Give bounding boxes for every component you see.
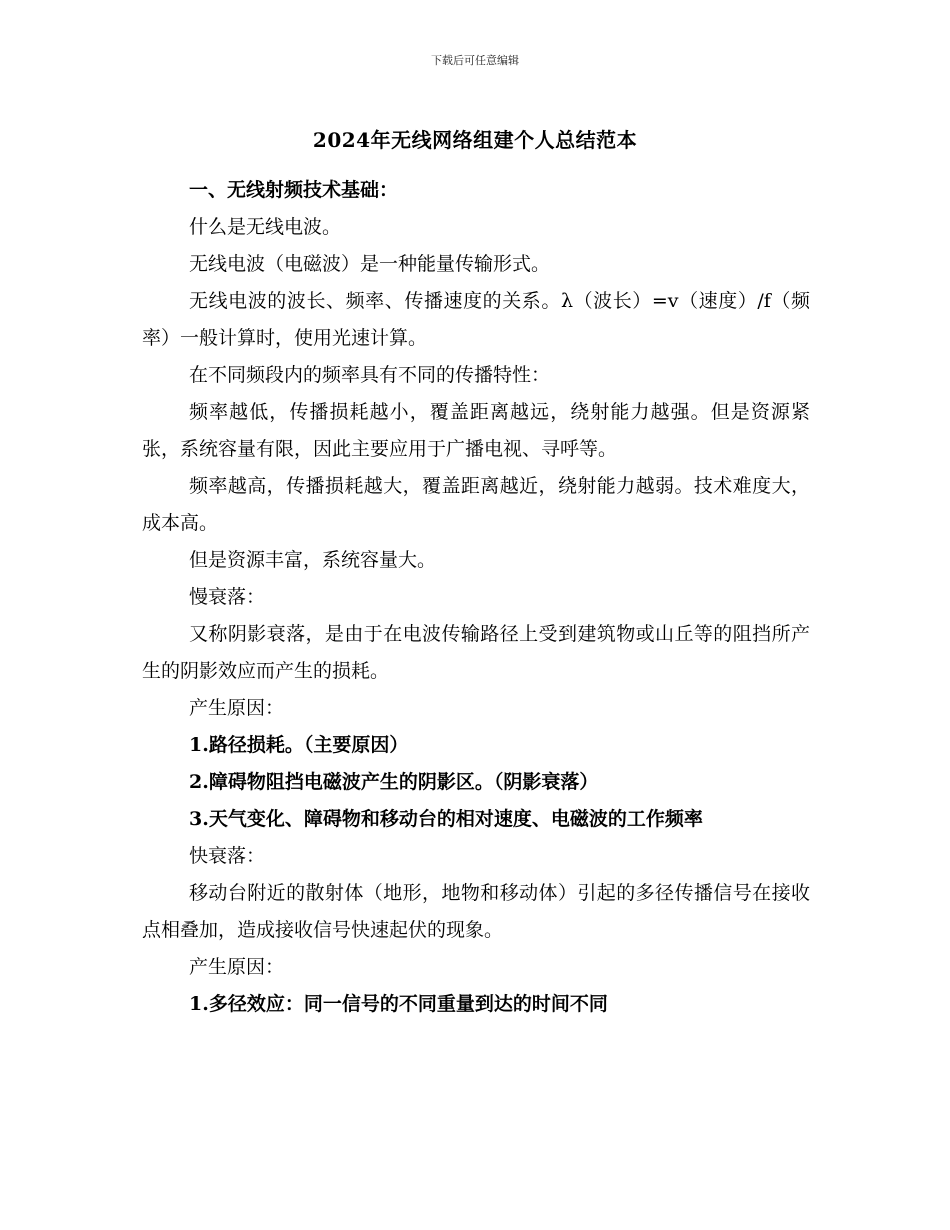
list-item-shadow-area: 2.障碍物阻挡电磁波产生的阴影区。（阴影衰落） <box>189 771 599 793</box>
paragraph-low-frequency: 频率越低，传播损耗越小，覆盖距离越远，绕射能力越强。但是资源紧张，系统容量有限，因此主要应用于广播电视、寻呼等。 <box>142 401 810 460</box>
document-title: 2024年无线网络组建个人总结范本 <box>312 128 638 152</box>
paragraph-causes-heading-2: 产生原因： <box>189 956 285 978</box>
list-item-multipath-effect: 1.多径效应：同一信号的不同重量到达的时间不同 <box>189 993 608 1015</box>
paragraph-high-frequency: 频率越高，传播损耗越大，覆盖距离越近，绕射能力越弱。技术难度大，成本高。 <box>142 475 810 534</box>
paragraph-radio-wave-definition: 无线电波（电磁波）是一种能量传输形式。 <box>189 253 551 275</box>
page-header-note: 下载后可任意编辑 <box>431 54 519 67</box>
paragraph-fast-fading-definition: 移动台附近的散射体（地形，地物和移动体）引起的多径传播信号在接收点相叠加，造成接收信号快速起伏的现象。 <box>142 882 810 941</box>
paragraph-fast-fading-heading: 快衰落： <box>189 845 266 867</box>
paragraph-wavelength-formula: 无线电波的波长、频率、传播速度的关系。λ（波长）=v（速度）/f（频率）一般计算时，使用光速计算。 <box>142 290 810 349</box>
paragraph-band-characteristics: 在不同频段内的频率具有不同的传播特性： <box>189 364 551 386</box>
paragraph-slow-fading-definition: 又称阴影衰落，是由于在电波传输路径上受到建筑物或山丘等的阻挡所产生的阴影效应而产生的损耗。 <box>142 623 810 682</box>
list-item-weather-speed-frequency: 3.天气变化、障碍物和移动台的相对速度、电磁波的工作频率 <box>189 808 703 830</box>
document-body <box>142 172 810 1023</box>
section-heading-rf-basics: 一、无线射频技术基础： <box>189 179 399 201</box>
paragraph-causes-heading: 产生原因： <box>189 697 285 719</box>
paragraph-high-frequency-capacity: 但是资源丰富，系统容量大。 <box>189 549 437 571</box>
paragraph-slow-fading-heading: 慢衰落： <box>189 586 266 608</box>
paragraph-what-is-radio-wave: 什么是无线电波。 <box>189 216 342 238</box>
list-item-path-loss: 1.路径损耗。（主要原因） <box>189 734 409 756</box>
